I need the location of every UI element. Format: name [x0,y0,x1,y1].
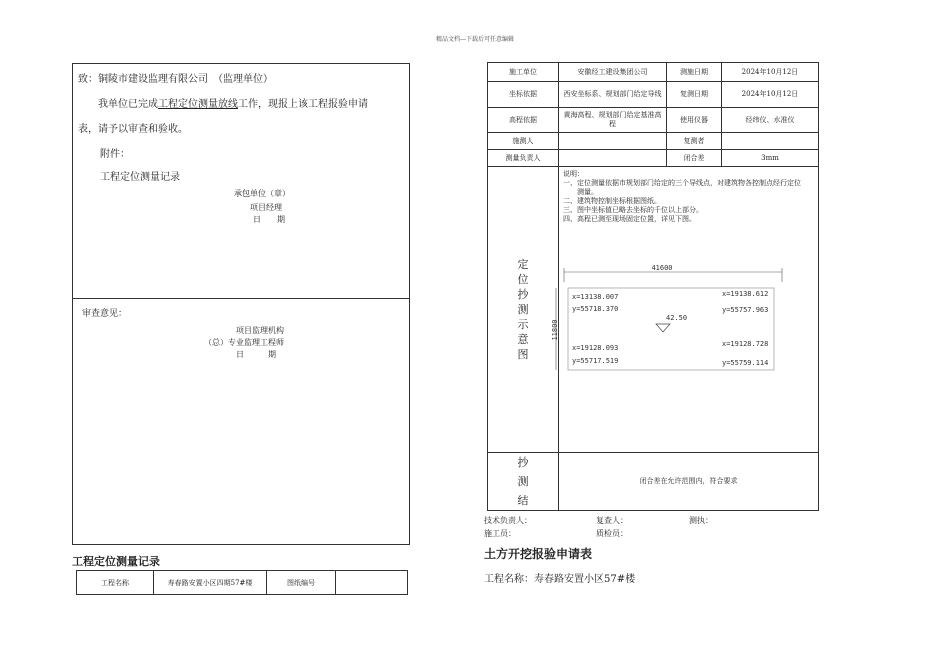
work-item: 工程定位测量放线 [158,99,238,110]
builder-label: 施工员： [484,529,516,538]
corner-tr-y: y=55757.963 [722,306,769,314]
cell-label: 复测者 [667,133,722,150]
contractor-date: 日 期 [253,215,285,224]
cell-label: 施工单位 [488,63,559,82]
letter-paragraph-line2: 表，请予以审查和验收。 [78,124,188,135]
label-char: 示 [517,318,529,331]
label-char: 意 [517,333,529,346]
survey-record-title: 工程定位测量记录 [72,555,160,568]
page-header: 精品文档---下载后可任意编辑 [435,36,515,43]
site-plan-diagram [540,262,790,378]
note-line: 三、图中坐标值已略去坐标的千位以上部分。 [563,206,703,214]
project-manager: 项目经理 [250,203,282,212]
elevation-marker-icon [656,324,670,332]
cell-value [559,150,667,167]
corner-tl-x: x=13138.007 [572,293,619,301]
surveyor-label: 测执： [689,516,713,525]
label-char: 结 [517,494,529,507]
height-dimension: 11800 [551,319,559,341]
section-divider [72,298,410,299]
result-side-label [488,453,559,511]
cell-value: 2024年10月12日 [722,82,819,108]
cell-label: 施测人 [488,133,559,150]
cell-value: 经纬仪、水准仪 [722,108,819,133]
label-char: 测 [517,303,529,316]
cell-value [722,133,819,150]
chief-engineer: （总）专业监理工程师 [204,338,284,347]
project-info-table [76,570,408,595]
corner-bl-x: x=19128.093 [572,344,619,352]
corner-br-x: x=19128.728 [722,340,769,348]
note-line: 二、建筑物控制坐标根据图纸。 [563,197,661,205]
label-char: 定 [517,258,529,271]
cell-value: 安徽经工建设集团公司 [559,63,667,82]
label-char: 抄 [517,288,529,301]
excavation-form-title: 土方开挖报验申请表 [484,547,593,561]
corner-bl-y: y=55717.519 [572,357,619,365]
letter-recipient: 致：铜陵市建设监理有限公司 （监理单位） [78,74,273,85]
cell-value: 2024年10月12日 [722,63,819,82]
cell-value: 3mm [722,150,819,167]
project-name-value: 寿春路安置小区四期57#楼 [154,571,267,595]
cell-value: 西安坐标系、规划部门给定导线 [559,82,667,108]
corner-br-y: y=55759.114 [722,359,769,367]
cell-label: 坐标依据 [488,82,559,108]
supervision-org: 项目监理机构 [236,326,284,335]
qc-label: 质检员： [596,529,628,538]
label-char: 位 [517,273,529,286]
cell-label: 闭合差 [667,150,722,167]
result-text: 闭合差在允许范围内，符合要求 [559,453,819,511]
cell-value: 黄海高程、规划部门给定基准高程 [559,108,667,133]
tech-lead-label: 技术负责人： [484,516,532,525]
review-title: 审查意见： [82,309,128,319]
corner-tr-x: x=19138.612 [722,290,769,298]
excavation-project-name: 工程名称：寿春路安置小区57#楼 [484,574,636,585]
note-line: 测量。 [563,188,598,196]
cell-value [559,133,667,150]
label-char: 抄 [517,456,529,469]
contractor-seal: 承包单位（章） [234,189,290,198]
label-char: 图 [517,348,529,361]
note-line: 说明： [563,170,584,178]
note-line: 四、高程已测至现场固定位置，详见下图。 [563,215,696,223]
cell-label: 使用仪器 [667,108,722,133]
project-name-label: 工程名称 [77,571,154,595]
attachment-label: 附件： [100,149,130,160]
note-line: 一、定位测量依据市规划部门给定的三个导线点，对建筑物各控制点经行定位 [563,179,801,187]
cell-label: 测施日期 [667,63,722,82]
drawing-no-value [336,571,408,595]
cell-label: 高程依据 [488,108,559,133]
review-date: 日 期 [236,350,276,359]
width-dimension: 41600 [651,264,673,272]
drawing-no-label: 图纸编号 [267,571,336,595]
letter-paragraph [98,95,368,110]
cell-label: 复测日期 [667,82,722,108]
application-letter-box [72,63,410,545]
attachment-item: 工程定位测量记录 [100,172,180,183]
corner-tl-y: y=55718.370 [572,305,619,313]
letter-prefix: 我单位已完成 [98,99,158,110]
label-char: 测 [517,475,529,488]
elevation-value: 42.50 [666,314,688,322]
letter-suffix: 工作，现报上该工程报验申请 [238,99,368,110]
cell-label: 测量负责人 [488,150,559,167]
reviewer-label: 复查人： [596,516,628,525]
